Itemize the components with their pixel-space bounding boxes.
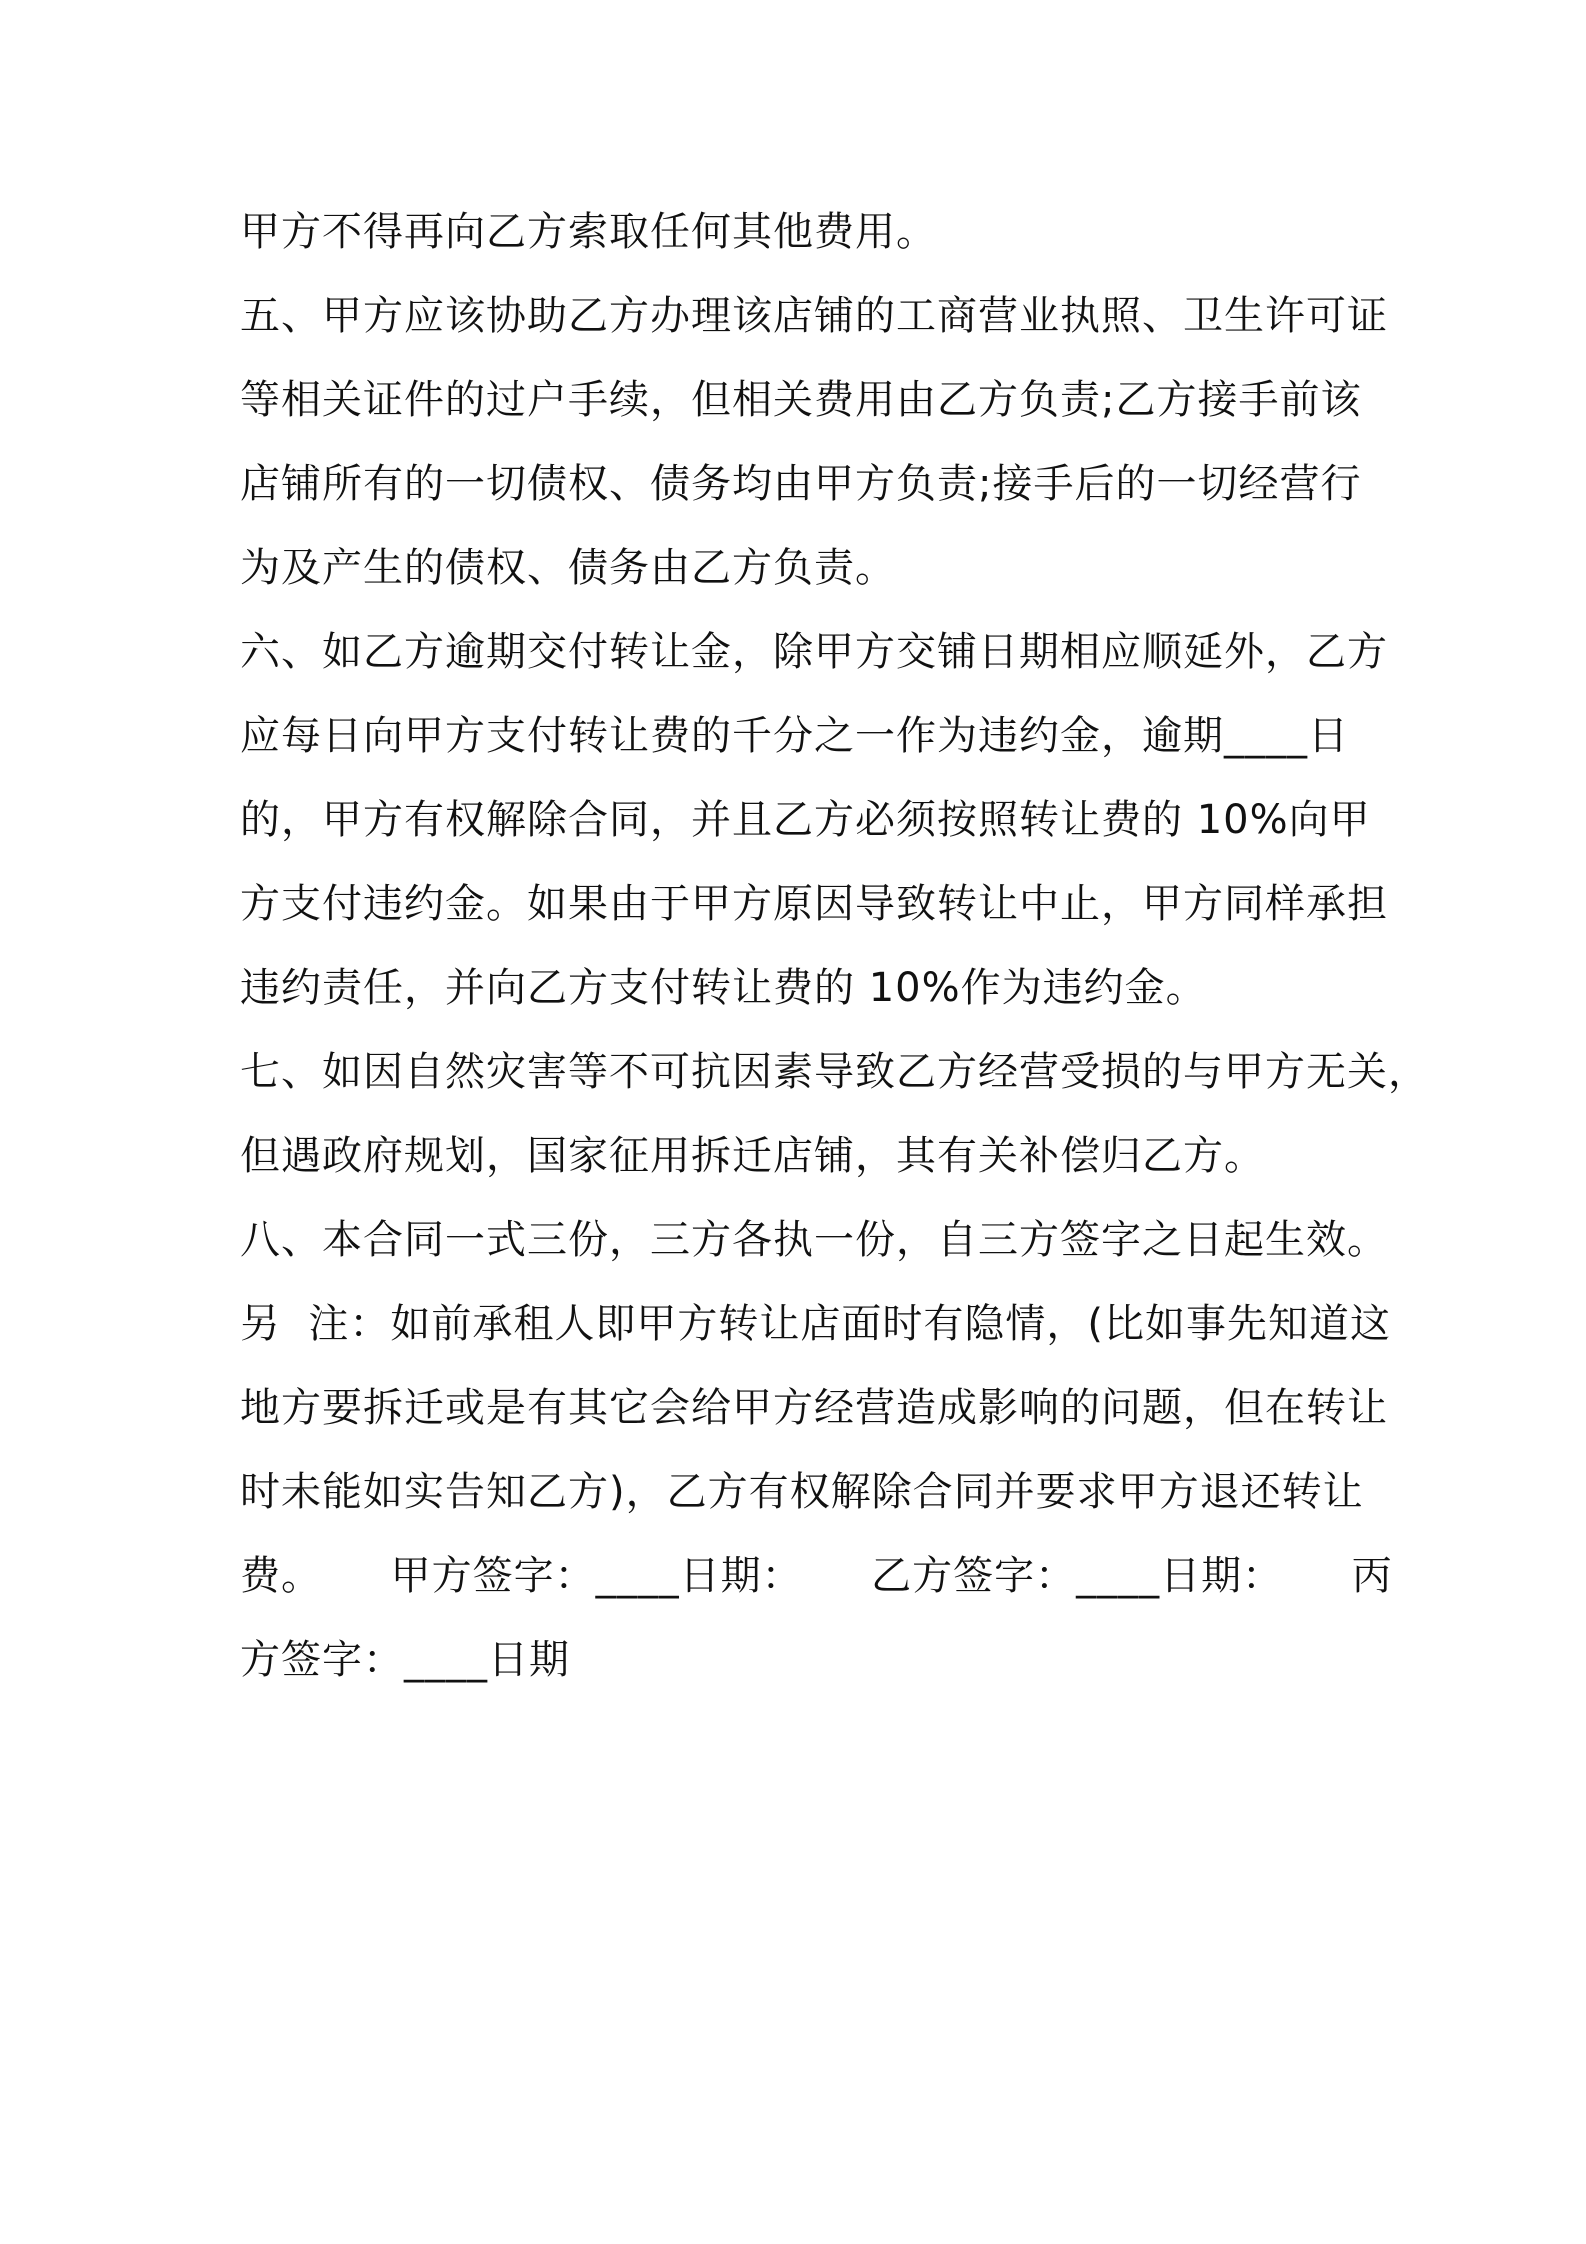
contract-body <box>240 190 1429 1702</box>
text-line: 八、本合同一式三份，三方各执一份，自三方签字之日起生效。 <box>240 1217 1388 1263</box>
text-line: 方支付违约金。如果由于甲方原因导致转让中止，甲方同样承担 <box>240 881 1388 927</box>
text-line: 另 注：如前承租人即甲方转让店面时有隐情，(比如事先知道这 <box>240 1301 1392 1347</box>
text-line: 费。 甲方签字：____日期： 乙方签字：____日期： 丙 <box>240 1553 1393 1599</box>
text-line: 应每日向甲方支付转让费的千分之一作为违约金，逾期____日 <box>240 713 1349 759</box>
text-line: 方签字：____日期 <box>240 1637 570 1683</box>
text-line: 地方要拆迁或是有其它会给甲方经营造成影响的问题，但在转让 <box>240 1385 1388 1431</box>
text-line: 六、如乙方逾期交付转让金，除甲方交铺日期相应顺延外，乙方 <box>240 629 1388 675</box>
text-line: 店铺所有的一切债权、债务均由甲方负责;接手后的一切经营行 <box>240 461 1362 507</box>
text-line: 违约责任，并向乙方支付转让费的 10%作为违约金。 <box>240 965 1207 1011</box>
text-line: 七、如因自然灾害等不可抗因素导致乙方经营受损的与甲方无关， <box>240 1049 1429 1095</box>
text-line: 五、甲方应该协助乙方办理该店铺的工商营业执照、卫生许可证 <box>240 293 1388 339</box>
text-line: 的，甲方有权解除合同，并且乙方必须按照转让费的 10%向甲 <box>240 797 1371 843</box>
text-line: 甲方不得再向乙方索取任何其他费用。 <box>240 209 937 255</box>
text-line: 等相关证件的过户手续，但相关费用由乙方负责;乙方接手前该 <box>240 377 1362 423</box>
text-line: 但遇政府规划，国家征用拆迁店铺，其有关补偿归乙方。 <box>240 1133 1265 1179</box>
text-line: 为及产生的债权、债务由乙方负责。 <box>240 545 896 591</box>
text-line: 时未能如实告知乙方)，乙方有权解除合同并要求甲方退还转让 <box>240 1469 1364 1515</box>
